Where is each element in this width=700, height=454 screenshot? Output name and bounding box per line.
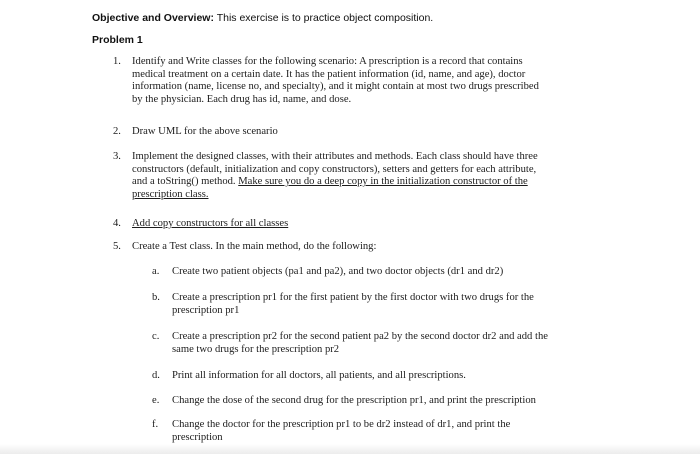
item-text: Add copy constructors for all classes <box>132 218 289 229</box>
sub-item-text: Print all information for all doctors, all patients, and all prescriptions. <box>172 370 466 381</box>
objective-line <box>92 12 433 24</box>
sub-item-text: Change the dose of the second drug for the prescription pr1, and print the prescription <box>172 395 536 406</box>
sub-item-letter: f. <box>152 419 159 430</box>
item-number: 1. <box>113 56 121 67</box>
sub-item-text: Create a prescription pr2 for the second patient pa2 by the second doctor dr2 and add the same two drugs for the prescription pr2 <box>172 331 548 355</box>
sub-item-letter: d. <box>152 370 160 381</box>
deep-copy-note: Make sure you do a deep copy in the initialization constructor of the <box>238 176 528 188</box>
item-text: Create a Test class. In the main method, do the following: <box>132 241 377 252</box>
item-text: Identify and Write classes for the following scenario: A prescription is a record that contains medical treatment on a certain date. It has the patient information (id, name, and age), doctor information (name, license no, and specialty), and it might contain at most two drugs prescribed by the physician. Each drug has id, name, and dose. <box>132 56 539 105</box>
item-text: Implement the designed classes, with their attributes and methods. Each class should have three constructors (default, initialization and copy constructors), setters and getters for each attribute, and a toString() method. Make sure you do a deep copy in the initialization constructor of the prescription class. <box>132 151 538 200</box>
item-number: 3. <box>113 151 121 162</box>
objective-label: Objective and Overview: <box>92 12 214 24</box>
item-number: 2. <box>113 126 121 137</box>
page-edge-shadow <box>0 444 700 454</box>
item-number: 4. <box>113 218 121 229</box>
item-text: Draw UML for the above scenario <box>132 126 278 137</box>
sub-item-text: Create a prescription pr1 for the first patient by the first doctor with two drugs for the prescription pr1 <box>172 292 534 316</box>
sub-item-text: Create two patient objects (pa1 and pa2), and two doctor objects (dr1 and dr2) <box>172 266 504 277</box>
sub-item-letter: e. <box>152 395 160 406</box>
sub-item-letter: b. <box>152 292 160 303</box>
sub-item-letter: c. <box>152 331 160 342</box>
item-number: 5. <box>113 241 121 252</box>
problem-title: Problem 1 <box>92 34 143 46</box>
objective-text: This exercise is to practice object composition. <box>216 12 434 24</box>
sub-item-letter: a. <box>152 266 160 277</box>
sub-item-text: Change the doctor for the prescription pr1 to be dr2 instead of dr1, and print the prescription <box>172 419 511 443</box>
